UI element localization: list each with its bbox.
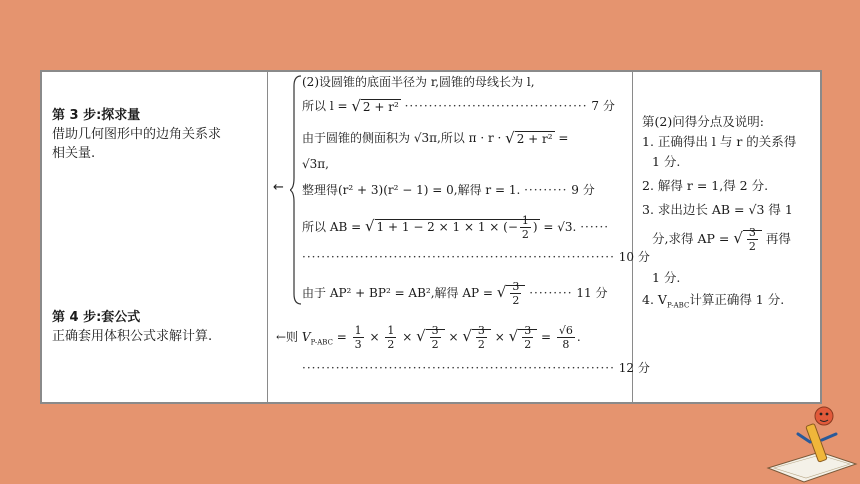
radicand: 2 + r² [516, 132, 553, 146]
scoring-item-2: 2. 解得 r = 1,得 2 分. [642, 178, 769, 193]
fraction [522, 324, 533, 351]
denominator: 2 [748, 240, 756, 253]
denominator: 2 [521, 228, 529, 241]
subscript: P-ABC [666, 301, 690, 310]
column-divider [267, 72, 268, 402]
scoring-item-3-cont [642, 226, 791, 253]
fraction [747, 226, 758, 253]
leader-dots: ································································· [302, 250, 615, 264]
solution-line-4: √3π, [302, 157, 329, 171]
text: 4. V [642, 292, 667, 307]
text: 1 + 1 − 2 × 1 × 1 × (− [376, 220, 518, 234]
denominator: 2 [477, 338, 485, 351]
step-4-title: 第 4 步:套公式 [52, 310, 141, 325]
denominator: 2 [431, 338, 439, 351]
solution-line-3 [302, 130, 568, 147]
score: 7 分 [591, 99, 615, 113]
solution-line-5 [302, 182, 595, 198]
scoring-item-1-cont: 1 分. [652, 154, 681, 169]
solution-line-2 [302, 98, 615, 115]
score: 9 分 [571, 183, 595, 197]
times: × [402, 330, 413, 344]
pencil-character-icon [760, 394, 860, 484]
fraction [353, 324, 364, 351]
numerator: 3 [512, 280, 520, 293]
solution-line-10 [302, 360, 650, 376]
arrow-then: ←则 [276, 330, 299, 344]
text: 计算正确得 1 分. [689, 292, 785, 307]
leader-dots: ········· [529, 286, 573, 300]
scoring-item-3: 3. 求出边长 AB = √3 得 1 [642, 202, 793, 217]
denominator: 2 [524, 338, 532, 351]
text: 由于圆锥的侧面积为 √3π,所以 π · r · [302, 131, 506, 145]
score: 10 分 [618, 250, 650, 264]
numerator: 1 [521, 214, 529, 227]
leader-dots: ······ [580, 220, 610, 234]
radical: √ $\frac{3}{2}$ [733, 226, 762, 253]
fraction [520, 214, 531, 241]
radicand: 2 + r² [362, 100, 399, 114]
step-3 [52, 106, 262, 163]
radical: √ $\frac{3}{2}$ [509, 324, 538, 351]
text: = [541, 330, 555, 344]
step-3-desc-line2: 相关量. [52, 146, 96, 161]
text: V [301, 330, 311, 344]
column-divider [632, 72, 633, 402]
text: 分,求得 AP = [652, 231, 734, 246]
radical: √ $\frac{3}{2}$ [462, 324, 491, 351]
step-4 [52, 308, 262, 346]
solution-line-7 [302, 249, 650, 265]
radical: √ $\frac{3}{2}$ [497, 280, 526, 307]
step-3-title: 第 3 步:探求量 [52, 108, 141, 123]
radical: √ 2 + r² [351, 97, 399, 115]
leader-dots: ······································ [404, 99, 588, 113]
radical: √ 1 + 1 − 2 × 1 × 1 × (− $\frac{1}{2}$ ) [364, 214, 538, 241]
fraction [557, 324, 575, 351]
solution-line-8 [302, 280, 607, 307]
radicand [518, 324, 537, 351]
times: × [369, 330, 380, 344]
numerator: 3 [748, 226, 756, 239]
radicand [506, 280, 525, 307]
radicand [472, 324, 491, 351]
scoring-item-4 [642, 290, 784, 316]
fraction [510, 280, 521, 307]
scoring-item-1: 1. 正确得出 l 与 r 的关系得 [642, 134, 797, 149]
radical: √ 2 + r² [505, 129, 553, 147]
text: = √3. [543, 220, 577, 234]
numerator: 1 [387, 324, 395, 337]
numerator: √6 [558, 324, 573, 337]
text: ) [532, 220, 538, 234]
numerator: 3 [431, 324, 439, 337]
step-4-desc: 正确套用体积公式求解计算. [52, 329, 213, 344]
times: × [448, 330, 459, 344]
subscript: P-ABC [310, 338, 333, 347]
text: = [332, 330, 351, 344]
text: 所以 AB = [302, 220, 365, 234]
scoring-item-3-end: 1 分. [652, 270, 681, 285]
text: . [576, 330, 581, 344]
score: 12 分 [618, 361, 650, 375]
numerator: 1 [354, 324, 362, 337]
solution-table [40, 70, 822, 404]
arrow-icon: ← [273, 180, 284, 195]
scoring-title: 第(2)问得分点及说明: [642, 114, 764, 129]
radicand [426, 324, 445, 351]
leader-dots: ································································· [302, 361, 615, 375]
denominator: 8 [562, 338, 570, 351]
denominator: 2 [512, 294, 520, 307]
solution-column [270, 72, 650, 402]
text: = [558, 131, 569, 145]
fraction [476, 324, 487, 351]
radical: √ $\frac{3}{2}$ [416, 324, 445, 351]
denominator: 3 [354, 338, 362, 351]
text: 所以 l = [302, 99, 352, 113]
solution-line-6 [302, 214, 609, 241]
radicand [743, 226, 762, 253]
radicand [375, 214, 540, 241]
denominator: 2 [387, 338, 395, 351]
solution-line-1: (2)设圆锥的底面半径为 r,圆锥的母线长为 l, [302, 75, 535, 89]
solution-line-9 [276, 324, 581, 351]
leader-dots: ········· [524, 183, 568, 197]
text: 再得 [765, 231, 791, 246]
brace-icon [290, 74, 302, 306]
fraction [385, 324, 396, 351]
numerator: 3 [477, 324, 485, 337]
text: 整理得(r² + 3)(r² − 1) = 0,解得 r = 1. [302, 183, 521, 197]
step-3-desc-line1: 借助几何图形中的边角关系求 [52, 127, 222, 142]
text: 由于 AP² + BP² = AB²,解得 AP = [302, 286, 497, 300]
fraction [430, 324, 441, 351]
times: × [494, 330, 505, 344]
numerator: 3 [524, 324, 532, 337]
score: 11 分 [576, 286, 608, 300]
